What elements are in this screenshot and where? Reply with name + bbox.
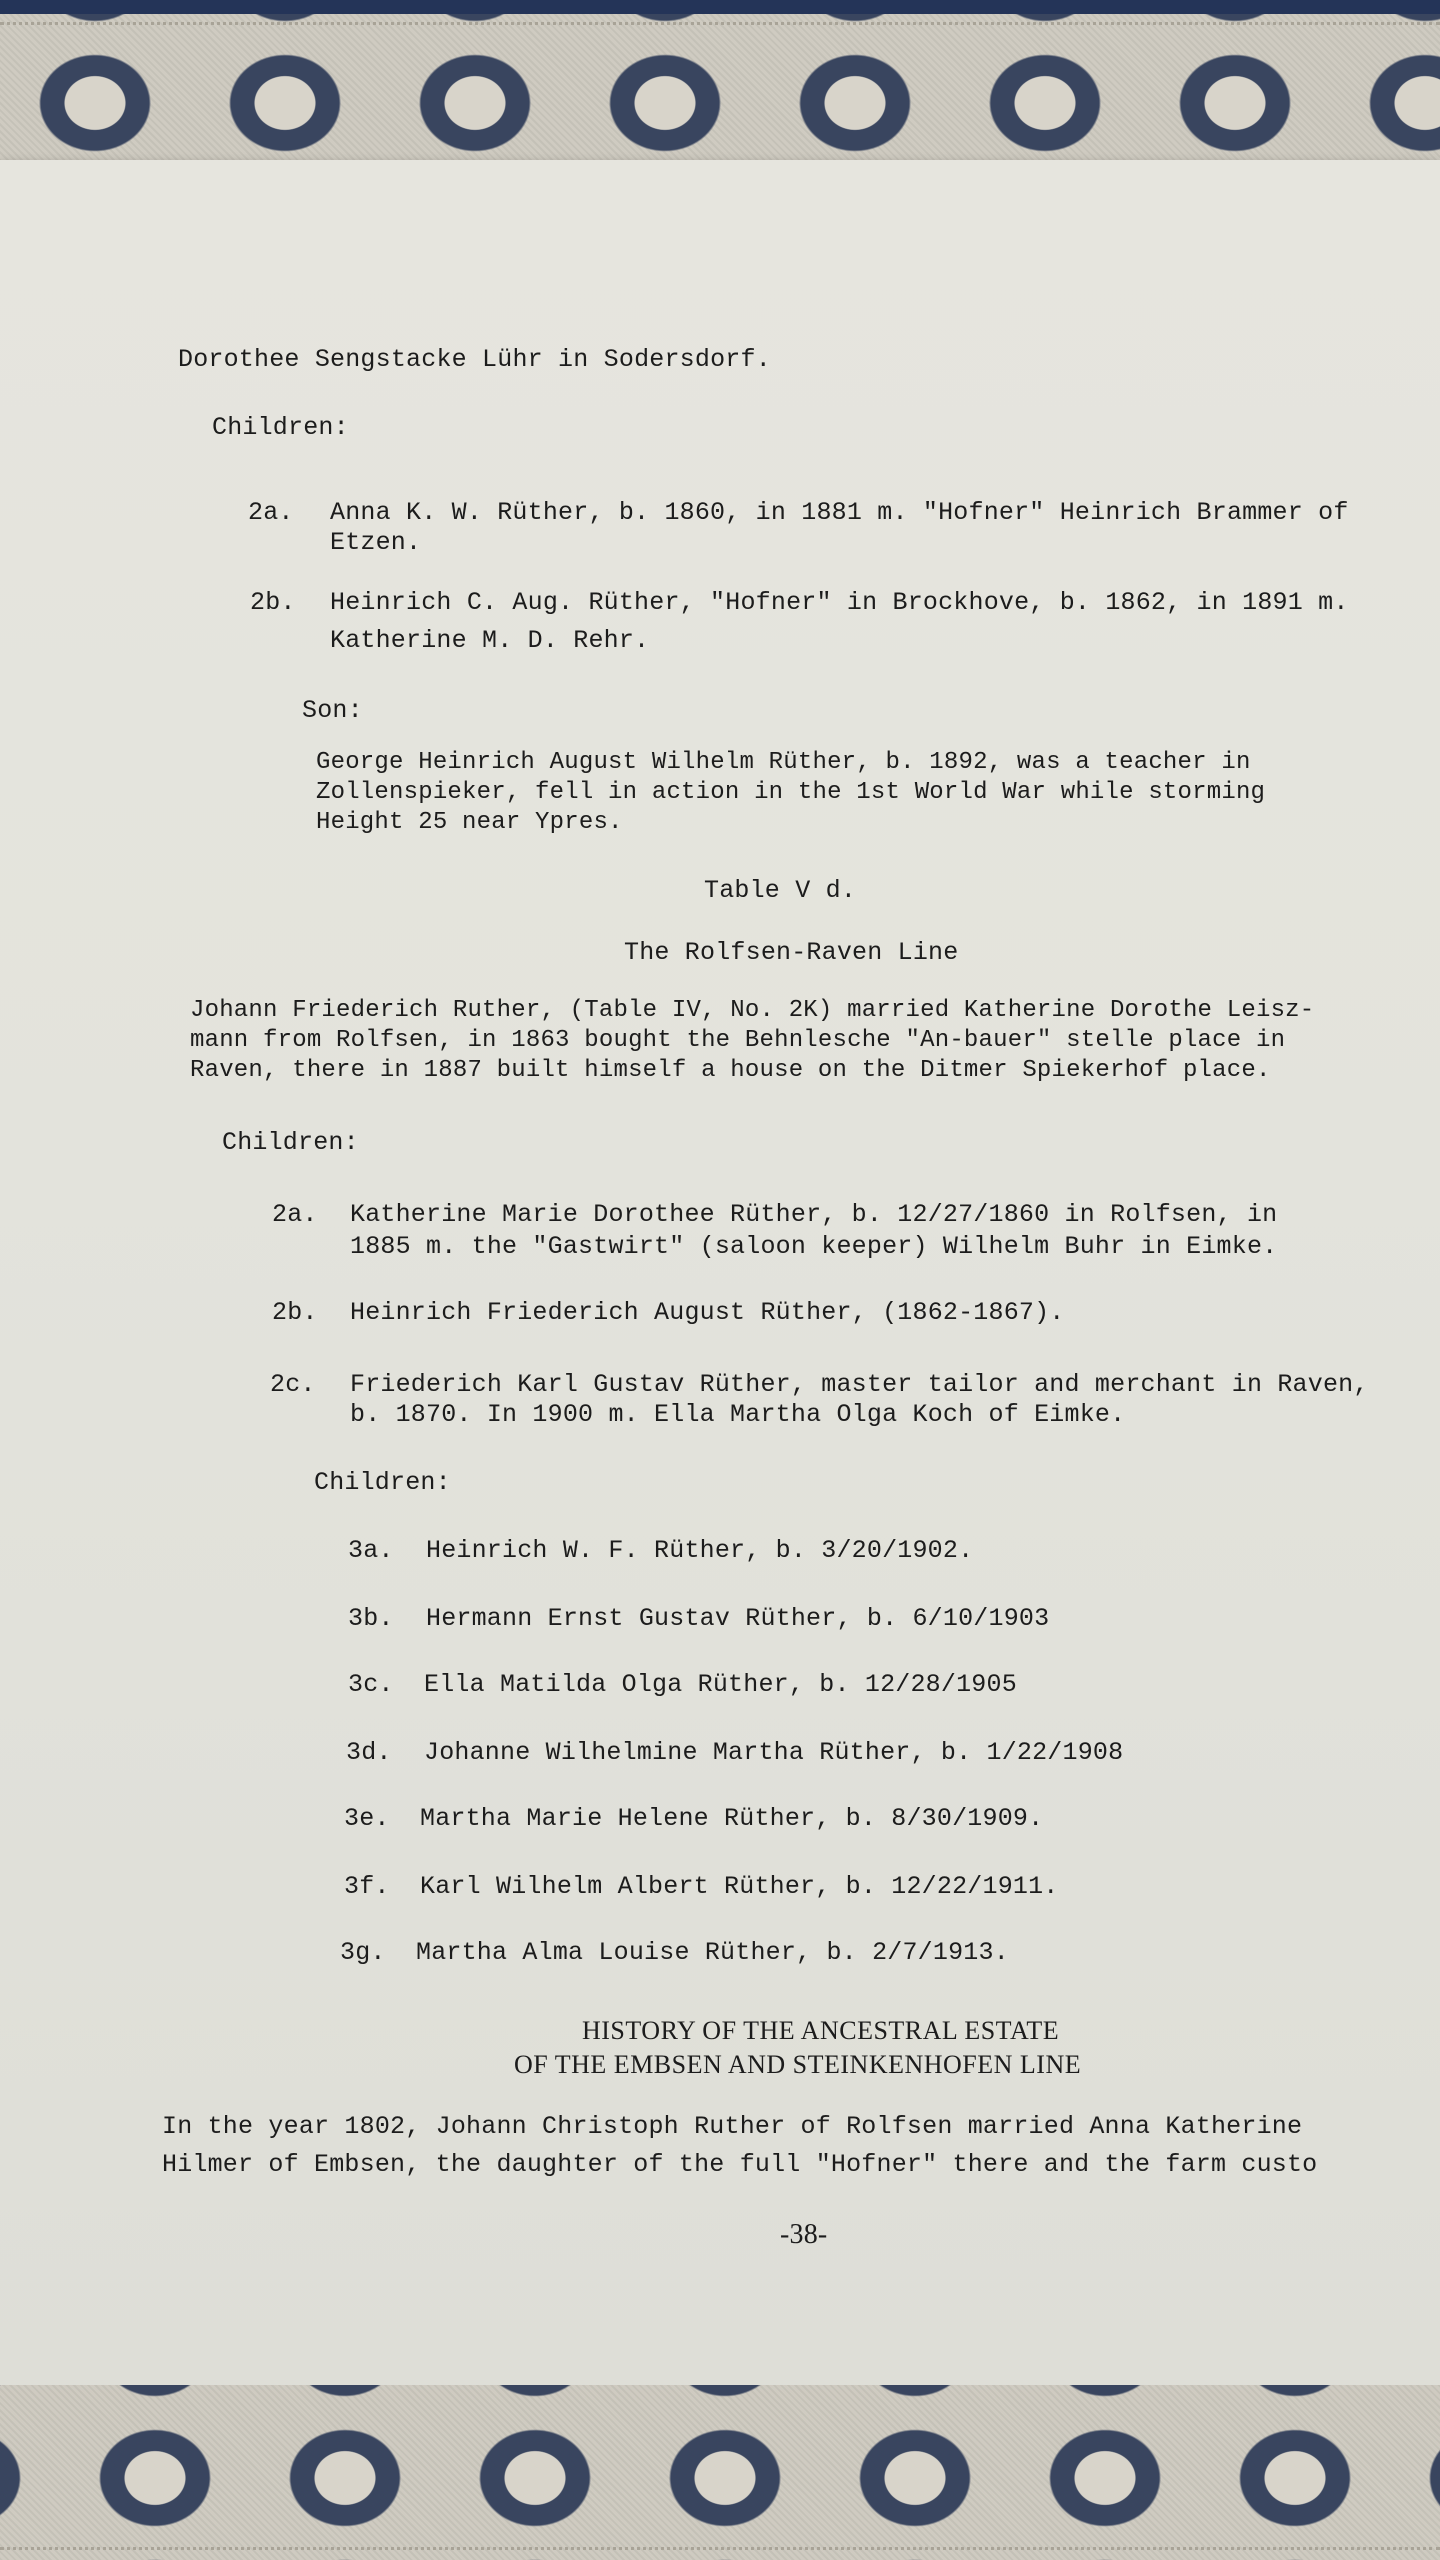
line-title: The Rolfsen-Raven Line <box>624 938 959 967</box>
item-number: 3d. <box>346 1738 392 1767</box>
item-line: Anna K. W. Rüther, b. 1860, in 1881 m. "Hofner" Heinrich Brammer of <box>330 498 1349 527</box>
table-title: Table V d. <box>704 876 857 905</box>
item-number: 3f. <box>344 1872 390 1901</box>
item-number: 2c. <box>270 1370 316 1399</box>
item-line: Heinrich C. Aug. Rüther, "Hofner" in Brockhove, b. 1862, in 1891 m. <box>330 588 1349 617</box>
final-paragraph-line: In the year 1802, Johann Christoph Ruther of Rolfsen married Anna Katherine <box>162 2112 1303 2141</box>
item-line: Heinrich W. F. Rüther, b. 3/20/1902. <box>426 1536 974 1565</box>
item-line: Friederich Karl Gustav Rüther, master tailor and merchant in Raven, <box>350 1370 1369 1399</box>
children-label: Children: <box>314 1468 451 1497</box>
history-heading-line: OF THE EMBSEN AND STEINKENHOFEN LINE <box>514 2050 1082 2079</box>
document-page <box>0 160 1440 2390</box>
item-line: Katherine Marie Dorothee Rüther, b. 12/27/1860 in Rolfsen, in <box>350 1200 1278 1229</box>
paragraph-line: Raven, there in 1887 built himself a house on the Ditmer Spiekerhof place. <box>190 1057 1271 1084</box>
son-line: George Heinrich August Wilhelm Rüther, b. 1892, was a teacher in <box>316 749 1251 776</box>
intro-line: Dorothee Sengstacke Lühr in Sodersdorf. <box>178 345 771 374</box>
paragraph-line: mann from Rolfsen, in 1863 bought the Behnlesche "An-bauer" stelle place in <box>190 1027 1286 1054</box>
item-line: Hermann Ernst Gustav Rüther, b. 6/10/1903 <box>426 1604 1050 1633</box>
son-label: Son: <box>302 696 363 725</box>
item-number: 2a. <box>248 498 294 527</box>
page-number: -38- <box>780 2219 828 2250</box>
item-number: 3c. <box>348 1670 394 1699</box>
history-heading-line: HISTORY OF THE ANCESTRAL ESTATE <box>582 2016 1060 2045</box>
textile-border-top <box>0 0 1440 175</box>
item-number: 2a. <box>272 1200 318 1229</box>
item-line: b. 1870. In 1900 m. Ella Martha Olga Koch of Eimke. <box>350 1400 1126 1429</box>
children-label: Children: <box>212 413 349 442</box>
item-line: 1885 m. the "Gastwirt" (saloon keeper) Wilhelm Buhr in Eimke. <box>350 1232 1278 1261</box>
item-number: 2b. <box>250 588 296 617</box>
final-paragraph-line: Hilmer of Embsen, the daughter of the full "Hofner" there and the farm custo <box>162 2150 1318 2179</box>
son-line: Height 25 near Ypres. <box>316 809 623 836</box>
item-line: Etzen. <box>330 528 422 557</box>
item-line: Martha Alma Louise Rüther, b. 2/7/1913. <box>416 1938 1009 1967</box>
item-line: Karl Wilhelm Albert Rüther, b. 12/22/1911. <box>420 1872 1059 1901</box>
item-line: Martha Marie Helene Rüther, b. 8/30/1909. <box>420 1804 1044 1833</box>
item-number: 3a. <box>348 1536 394 1565</box>
son-line: Zollenspieker, fell in action in the 1st World War while storming <box>316 779 1266 806</box>
item-number: 2b. <box>272 1298 318 1327</box>
item-line: Johanne Wilhelmine Martha Rüther, b. 1/22/1908 <box>424 1738 1124 1767</box>
paragraph-line: Johann Friederich Ruther, (Table IV, No. 2K) married Katherine Dorothe Leisz- <box>190 997 1315 1024</box>
item-line: Heinrich Friederich August Rüther, (1862-1867). <box>350 1298 1065 1327</box>
item-number: 3g. <box>340 1938 386 1967</box>
children-label: Children: <box>222 1128 359 1157</box>
item-number: 3b. <box>348 1604 394 1633</box>
textile-border-bottom <box>0 2385 1440 2560</box>
item-number: 3e. <box>344 1804 390 1833</box>
item-line: Ella Matilda Olga Rüther, b. 12/28/1905 <box>424 1670 1017 1699</box>
item-line: Katherine M. D. Rehr. <box>330 626 650 655</box>
